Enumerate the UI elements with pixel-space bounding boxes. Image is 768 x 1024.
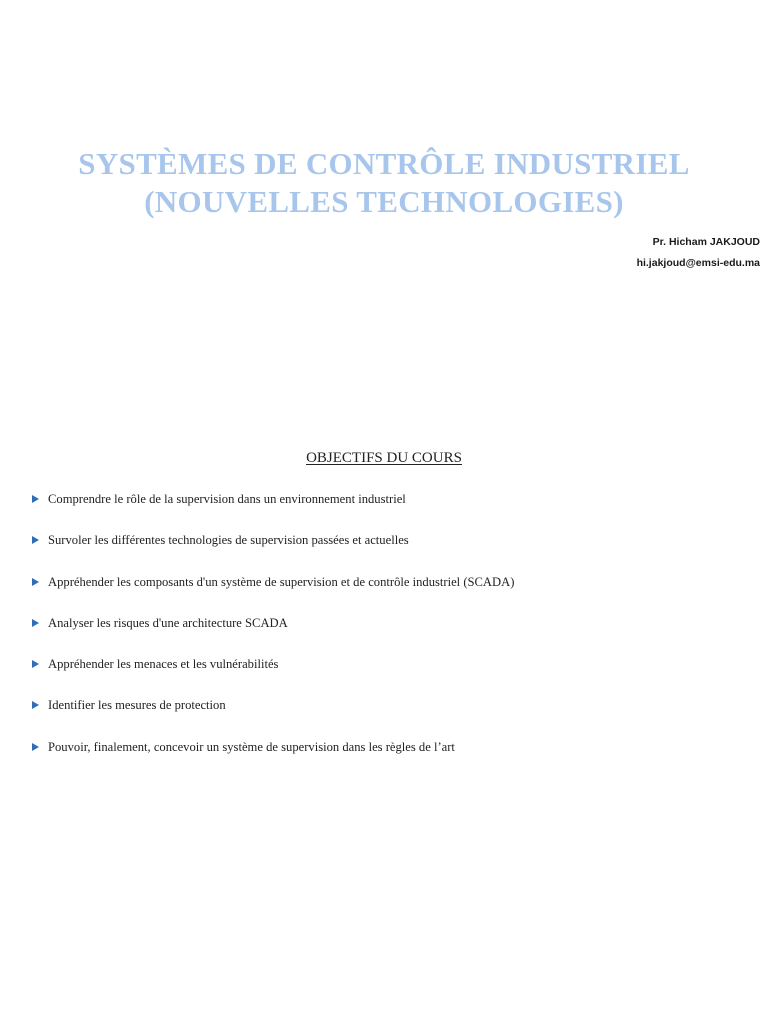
list-item — [32, 616, 768, 657]
list-item — [32, 657, 768, 698]
objective-text: Appréhender les composants d'un système de supervision et de contrôle industriel (SCADA) — [48, 574, 515, 589]
objectives-section — [0, 450, 768, 781]
objective-text: Comprendre le rôle de la supervision dans un environnement industriel — [48, 492, 406, 506]
objectives-heading: OBJECTIFS DU COURS — [306, 450, 462, 466]
objectives-list — [0, 492, 768, 781]
title-line-2: (NOUVELLES TECHNOLOGIES) — [144, 184, 624, 219]
author-block — [637, 232, 760, 274]
arrowhead-bullet-icon — [32, 578, 39, 586]
arrowhead-bullet-icon — [32, 495, 39, 503]
objective-text: Appréhender les menaces et les vulnérabilités — [48, 657, 279, 672]
arrowhead-bullet-icon — [32, 743, 39, 751]
list-item — [32, 698, 768, 739]
objective-text: Analyser les risques d'une architecture SCADA — [48, 615, 288, 630]
list-item — [32, 575, 768, 616]
arrowhead-bullet-icon — [32, 701, 39, 709]
objective-text: Identifier les mesures de protection — [48, 698, 226, 713]
objective-text: Pouvoir, finalement, concevoir un système de supervision dans les règles de l’art — [48, 739, 455, 754]
author-name: Pr. Hicham JAKJOUD — [652, 236, 760, 248]
objective-text: Survoler les différentes technologies de supervision passées et actuelles — [48, 533, 409, 548]
list-item — [32, 740, 768, 781]
list-item — [32, 492, 768, 533]
arrowhead-bullet-icon — [32, 536, 39, 544]
author-email: hi.jakjoud@emsi-edu.ma — [636, 257, 760, 269]
title-line-1: SYSTÈMES DE CONTRÔLE INDUSTRIEL — [78, 146, 690, 181]
list-item — [32, 533, 768, 574]
arrowhead-bullet-icon — [32, 619, 39, 627]
document-title — [0, 145, 768, 221]
arrowhead-bullet-icon — [32, 660, 39, 668]
